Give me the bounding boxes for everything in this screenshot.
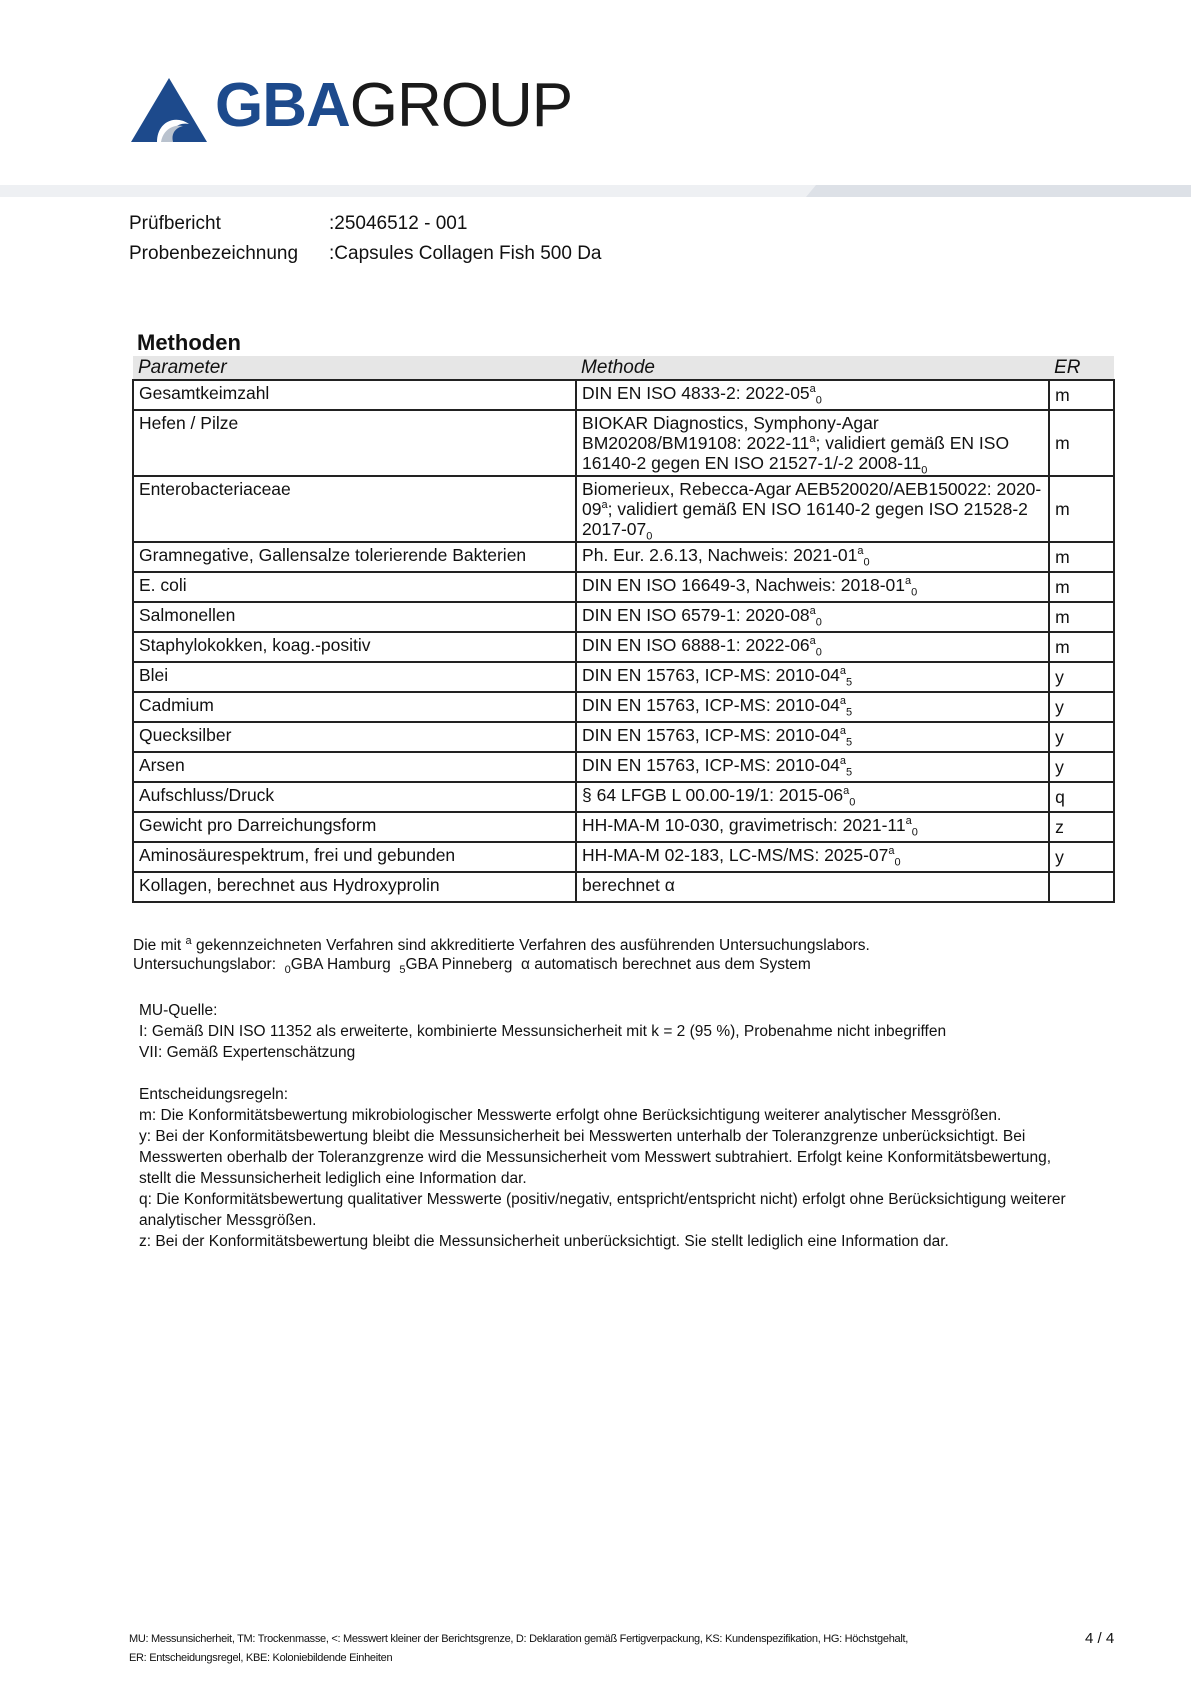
er-cell: m	[1049, 542, 1114, 572]
lab-line	[133, 955, 870, 977]
method-text: Biomerieux, Rebecca-Agar AEB520020/AEB150022: 2020-09	[582, 479, 1042, 519]
method-cell	[576, 662, 1049, 692]
table-row	[133, 602, 1114, 632]
accredited-mark: a	[839, 755, 846, 768]
accreditation-line	[133, 936, 870, 955]
mu-title: MU-Quelle:	[139, 1002, 218, 1019]
lab-index: 0	[863, 556, 870, 569]
methods-title: Methoden	[137, 330, 241, 355]
alpha-symbol: α	[520, 956, 530, 973]
method-text: DIN EN 15763, ICP-MS: 2010-04	[582, 665, 840, 685]
method-text: DIN EN 15763, ICP-MS: 2010-04	[582, 725, 840, 745]
parameter-cell: Staphylokokken, koag.-positiv	[133, 632, 576, 662]
mu-line: VII: Gemäß Expertenschätzung	[139, 1044, 356, 1061]
logo-text-bold: GBA	[215, 71, 350, 140]
er-cell: y	[1049, 752, 1114, 782]
er-cell: m	[1049, 476, 1114, 542]
method-text: HH-MA-M 02-183, LC-MS/MS: 2025-07	[582, 845, 889, 865]
table-row	[133, 692, 1114, 722]
parameter-cell: Kollagen, berechnet aus Hydroxyprolin	[133, 872, 576, 902]
rule-y: y: Bei der Konformitätsbewertung bleibt die Messunsicherheit bei Messwerten unterhalb der Toleranzgrenze unberücksichtigt. Bei Messwerten oberhalb der Toleranzgrenze wird die Messunsicherheit vom Messwert subtrahiert. Erfolgt keine Konformitätsbewertung, stellt die Messunsicherheit lediglich eine Information dar.	[139, 1128, 1052, 1187]
method-text: DIN EN 15763, ICP-MS: 2010-04	[582, 755, 840, 775]
sample-name-label: Probenbezeichnung	[129, 243, 299, 264]
table-row	[133, 476, 1114, 542]
parameter-cell: Aminosäurespektrum, frei und gebunden	[133, 842, 576, 872]
table-row	[133, 662, 1114, 692]
lab-index: 0	[921, 464, 928, 477]
accredited-mark: a	[809, 605, 816, 618]
method-text: HH-MA-M 10-030, gravimetrisch: 2021-11	[582, 815, 906, 835]
footer-line-1: MU: Messunsicherheit, TM: Trockenmasse, <: Messwert kleiner der Berichtsgrenze, D: Deklaration gemäß Fertigverpackung, KS: Kundenspezifikation, HG: Höchstgehalt,	[129, 1633, 908, 1645]
table-row	[133, 632, 1114, 662]
parameter-cell: E. coli	[133, 572, 576, 602]
er-cell: q	[1049, 782, 1114, 812]
method-tail: ; validiert gemäß EN ISO 16140-2 gegen EN ISO 21527-1/-2 2008-11	[582, 433, 1010, 473]
table-row	[133, 782, 1114, 812]
parameter-cell: Aufschluss/Druck	[133, 782, 576, 812]
lab-pinneberg: GBA Pinneberg	[405, 956, 513, 973]
rule-q: q: Die Konformitätsbewertung qualitativer Messwerte (positiv/negativ, entspricht/entspricht nicht) erfolgt ohne Berücksichtigung weiterer analytischer Messgrößen.	[139, 1191, 1066, 1229]
er-cell: y	[1049, 662, 1114, 692]
parameter-cell: Gewicht pro Darreichungsform	[133, 812, 576, 842]
mu-source	[139, 1000, 1079, 1063]
mu-line: I: Gemäß DIN ISO 11352 als erweiterte, kombinierte Messunsicherheit mit k = 2 (95 %), Probenahme nicht inbegriffen	[139, 1023, 947, 1040]
accredited-mark: a	[843, 785, 850, 798]
accreditation-notes	[133, 934, 870, 977]
method-cell	[576, 632, 1049, 662]
parameter-cell: Enterobacteriaceae	[133, 476, 576, 542]
table-row	[133, 380, 1114, 410]
lab-hamburg: GBA Hamburg	[290, 956, 391, 973]
method-text: BIOKAR Diagnostics, Symphony-Agar BM20208/BM19108: 2022-11	[582, 413, 879, 453]
method-cell	[576, 410, 1049, 476]
er-cell: y	[1049, 842, 1114, 872]
er-cell: m	[1049, 572, 1114, 602]
table-header-row	[133, 356, 1114, 380]
method-text: DIN EN 15763, ICP-MS: 2010-04	[582, 695, 840, 715]
report-number-value: :25046512 - 001	[329, 213, 468, 234]
lab-index: 0	[849, 796, 856, 809]
accredited-mark: a	[601, 499, 608, 512]
note-sup: a	[185, 934, 192, 947]
rule-m: m: Die Konformitätsbewertung mikrobiologischer Messwerte erfolgt ohne Berücksichtigung weiterer analytischer Messgrößen.	[139, 1107, 1002, 1124]
report-meta-row	[129, 239, 602, 269]
accredited-mark: a	[905, 575, 912, 588]
parameter-cell: Gramnegative, Gallensalze tolerierende Bakterien	[133, 542, 576, 572]
table-row	[133, 572, 1114, 602]
decision-rules	[139, 1084, 1079, 1252]
method-text: DIN EN ISO 4833-2: 2022-05	[582, 383, 810, 403]
table-row	[133, 410, 1114, 476]
accredited-mark: a	[809, 433, 816, 446]
column-header-method: Methode	[576, 356, 1049, 380]
method-text: DIN EN ISO 16649-3, Nachweis: 2018-01	[582, 575, 905, 595]
er-cell: m	[1049, 380, 1114, 410]
parameter-cell: Arsen	[133, 752, 576, 782]
lab-index: 0	[815, 646, 822, 659]
er-cell: m	[1049, 632, 1114, 662]
lab-index: 5	[845, 736, 853, 749]
footer-legend	[129, 1630, 989, 1668]
lab-index: 5	[845, 766, 853, 779]
methods-table	[132, 356, 1115, 903]
method-cell	[576, 782, 1049, 812]
header-band	[0, 185, 1191, 197]
note-text: Die mit	[133, 937, 186, 954]
lab-label: Untersuchungslabor:	[133, 956, 277, 973]
parameter-cell: Quecksilber	[133, 722, 576, 752]
gba-triangle-mark-icon	[131, 78, 207, 142]
lab-sub: 0	[284, 964, 291, 977]
parameter-cell: Cadmium	[133, 692, 576, 722]
table-row	[133, 842, 1114, 872]
lab-index: 0	[815, 616, 822, 629]
er-cell: y	[1049, 722, 1114, 752]
rules-title: Entscheidungsregeln:	[139, 1086, 289, 1103]
sample-name-value: :Capsules Collagen Fish 500 Da	[329, 243, 602, 264]
method-text: DIN EN ISO 6579-1: 2020-08	[582, 605, 810, 625]
method-text: DIN EN ISO 6888-1: 2022-06	[582, 635, 810, 655]
method-text: Ph. Eur. 2.6.13, Nachweis: 2021-01	[582, 545, 858, 565]
method-cell	[576, 752, 1049, 782]
er-cell	[1049, 872, 1114, 902]
accredited-mark: a	[839, 665, 846, 678]
page-number: 4 / 4	[1085, 1630, 1115, 1647]
method-cell	[576, 476, 1049, 542]
method-cell	[576, 692, 1049, 722]
table-row	[133, 872, 1114, 902]
method-text: § 64 LFGB L 00.00-19/1: 2015-06	[582, 785, 844, 805]
accredited-mark: a	[809, 635, 816, 648]
method-tail: ; validiert gemäß EN ISO 16140-2 gegen ISO 21528-2 2017-07	[582, 499, 1028, 539]
accredited-mark: a	[839, 725, 846, 738]
table-row	[133, 542, 1114, 572]
note-text: gekennzeichneten Verfahren sind akkreditierte Verfahren des ausführenden Untersuchungslabors.	[191, 937, 870, 954]
parameter-cell: Salmonellen	[133, 602, 576, 632]
company-logo	[131, 72, 571, 144]
lab-index: 0	[894, 856, 901, 869]
lab-index: 0	[911, 826, 918, 839]
lab-index: 5	[845, 676, 853, 689]
rule-z: z: Bei der Konformitätsbewertung bleibt die Messunsicherheit unberücksichtigt. Sie stellt lediglich eine Information dar.	[139, 1233, 949, 1250]
lab-sub: 5	[399, 964, 406, 977]
report-meta-row	[129, 209, 602, 239]
logo-wordmark	[215, 70, 572, 142]
report-number-label: Prüfbericht	[129, 213, 221, 234]
er-cell: z	[1049, 812, 1114, 842]
accredited-mark: a	[809, 383, 816, 396]
logo-text-light: GROUP	[349, 71, 573, 140]
accredited-mark: a	[888, 845, 895, 858]
lab-index: 0	[815, 394, 822, 407]
parameter-cell: Blei	[133, 662, 576, 692]
alpha-text: automatisch berechnet aus dem System	[534, 956, 811, 973]
table-row	[133, 812, 1114, 842]
report-meta	[129, 209, 602, 269]
methods-table-body	[133, 380, 1114, 902]
lab-index: 0	[646, 530, 653, 543]
method-cell	[576, 812, 1049, 842]
er-cell: y	[1049, 692, 1114, 722]
method-cell	[576, 872, 1049, 902]
method-cell	[576, 542, 1049, 572]
accredited-mark: a	[857, 545, 864, 558]
method-cell	[576, 602, 1049, 632]
method-text: berechnet α	[582, 875, 675, 895]
header-band-dark	[806, 185, 1191, 197]
lab-index: 0	[911, 586, 918, 599]
lab-index: 5	[845, 706, 853, 719]
accredited-mark: a	[905, 815, 912, 828]
method-cell	[576, 380, 1049, 410]
footer-line-2: ER: Entscheidungsregel, KBE: Koloniebildende Einheiten	[129, 1652, 393, 1664]
er-cell: m	[1049, 410, 1114, 476]
parameter-cell: Hefen / Pilze	[133, 410, 576, 476]
method-cell	[576, 842, 1049, 872]
table-row	[133, 722, 1114, 752]
method-cell	[576, 722, 1049, 752]
accredited-mark: a	[839, 695, 846, 708]
er-cell: m	[1049, 602, 1114, 632]
column-header-parameter: Parameter	[133, 356, 576, 380]
table-row	[133, 752, 1114, 782]
parameter-cell: Gesamtkeimzahl	[133, 380, 576, 410]
method-cell	[576, 572, 1049, 602]
column-header-er: ER	[1049, 356, 1114, 380]
